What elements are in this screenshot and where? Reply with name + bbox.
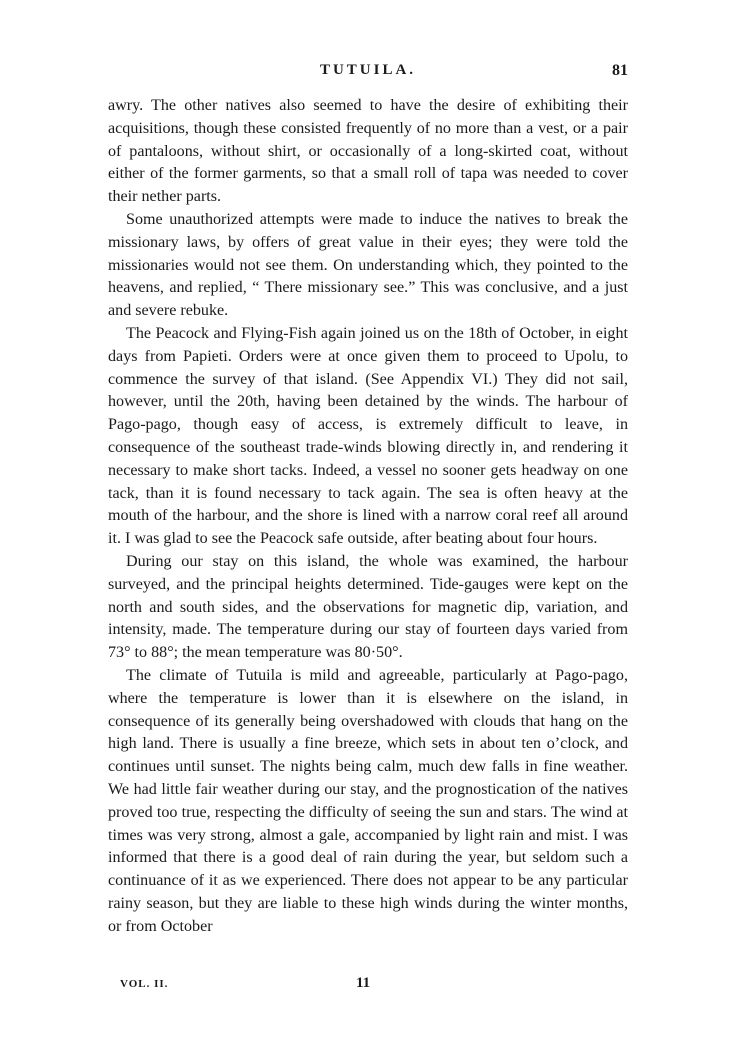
body-text bbox=[108, 95, 628, 938]
paragraph-survey: During our stay on this island, the whole was examined, the harbour surveyed, and the principal heights determined. Tide-gauges were kept on the north and south sides, and the observations for magnetic dip, variation, and intensity, made. The temperature during our stay of fourteen days varied from 73° to 88°; the mean temperature was 80·50°. bbox=[108, 552, 628, 662]
running-title: TUTUILA. bbox=[319, 62, 417, 78]
paragraph-continued: awry. The other natives also seemed to have the desire of exhibiting their acquisitions, though these consisted frequently of no more than a vest, or a pair of pantaloons, without shirt, or occasionally of a long-skirted coat, without either of the former garments, so that a small roll of tapa was needed to cover their nether parts. bbox=[108, 97, 628, 206]
paragraph-peacock-departure: The Peacock and Flying-Fish again joined us on the 18th of October, in eight days from Papieti. Orders were at once given them to proceed to Upolu, to commence the survey of that island. (See Appendix VI.) They did not sail, however, until the 20th, having been detained by the winds. The harbour of Pago-pago, though easy of access, is extremely difficult to leave, in consequence of the southeast trade-winds blowing directly in, and rendering it necessary to make short tacks. Indeed, a vessel no sooner gets headway on one tack, than it is found necessary to tack again. The sea is often heavy at the mouth of the harbour, and the shore is lined with a narrow coral reef all around it. I was glad to see the Peacock safe outside, after beating about four hours. bbox=[108, 324, 628, 548]
paragraph-climate: The climate of Tutuila is mild and agreeable, particularly at Pago-pago, where the temperature is lower than it is elsewhere on the island, in consequence of its generally being overshadowed with clouds that hang on the high land. There is usually a fine breeze, which sets in about ten o’clock, and continues until sunset. The nights being calm, much dew falls in fine weather. We had little fair weather during our stay, and the prognostication of the natives proved too true, respecting the difficulty of seeing the sun and stars. The wind at times was very strong, almost a gale, accompanied by light rain and mist. I was informed that there is a good deal of rain during the year, but seldom such a continuance of it as we experienced. There does not appear to be any particular rainy season, but they are liable to these high winds during the winter months, or from October bbox=[108, 666, 628, 935]
signature-mark: 11 bbox=[356, 975, 371, 991]
page-foot bbox=[120, 975, 420, 995]
page-number: 81 bbox=[612, 62, 628, 79]
volume-label: VOL. II. bbox=[120, 978, 169, 990]
paragraph-missionary-laws: Some unauthorized attempts were made to induce the natives to break the missionary laws, by offers of great value in their eyes; they were told the missionaries would not see them. On understanding which, they pointed to the heavens, and replied, “ There missionary see.” This was conclusive, and a just and severe rebuke. bbox=[108, 210, 628, 320]
running-head bbox=[108, 62, 628, 86]
